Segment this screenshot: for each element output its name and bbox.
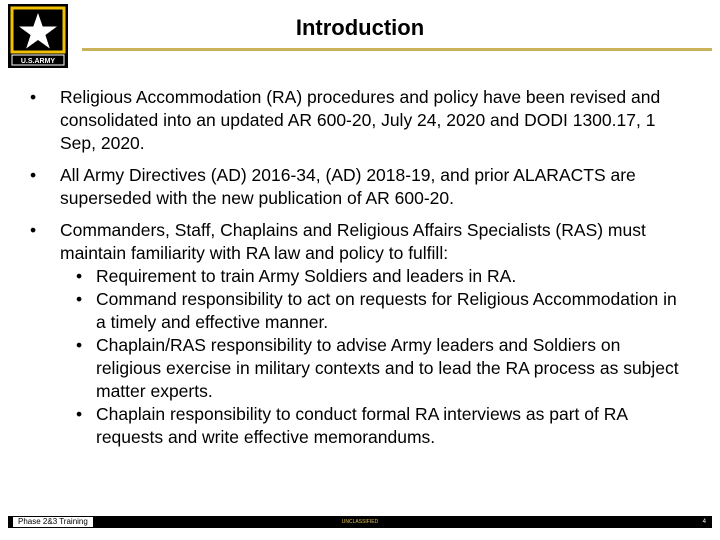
bullet-text: Religious Accommodation (RA) procedures and policy have been revised and consolidated into an updated AR 600-20, July 24, 2020 and DODI 1300.17, 1 Sep, 2020. — [60, 87, 661, 153]
sub-bullet-item — [60, 334, 690, 403]
bullet-text: Commanders, Staff, Chaplains and Religious Affairs Specialists (RAS) must maintain familiarity with RA law and policy to fulfill: — [60, 220, 646, 263]
sub-bullet-text: Command responsibility to act on requests for Religious Accommodation in a timely and effective manner. — [96, 289, 677, 332]
bullet-list — [30, 86, 690, 449]
bullet-item — [30, 164, 690, 210]
sub-bullet-item — [60, 265, 690, 288]
title-divider — [82, 48, 712, 51]
sub-bullet-list — [60, 265, 690, 449]
sub-bullet-text: Chaplain/RAS responsibility to advise Army leaders and Soldiers on religious exercise in military contexts and to lead the RA process as subject matter experts. — [96, 335, 679, 401]
bullet-item — [30, 86, 690, 155]
footer-training-tag: Phase 2&3 Training — [12, 516, 94, 528]
bullet-text: All Army Directives (AD) 2016-34, (AD) 2018-19, and prior ALARACTS are superseded with the new publication of AR 600-20. — [60, 165, 636, 208]
logo-text: U.S.ARMY — [20, 58, 56, 65]
slide-title: Introduction — [295, 15, 425, 40]
classification-label: UNCLASSIFIED — [341, 519, 379, 525]
sub-bullet-item — [60, 403, 690, 449]
slide-body — [30, 86, 690, 458]
footer-bar — [8, 516, 712, 528]
bullet-item — [30, 219, 690, 449]
sub-bullet-text: Requirement to train Army Soldiers and leaders in RA. — [96, 266, 517, 286]
sub-bullet-item — [60, 288, 690, 334]
sub-bullet-text: Chaplain responsibility to conduct formal RA interviews as part of RA requests and write effective memorandums. — [96, 404, 628, 447]
page-number: 4 — [702, 519, 706, 525]
